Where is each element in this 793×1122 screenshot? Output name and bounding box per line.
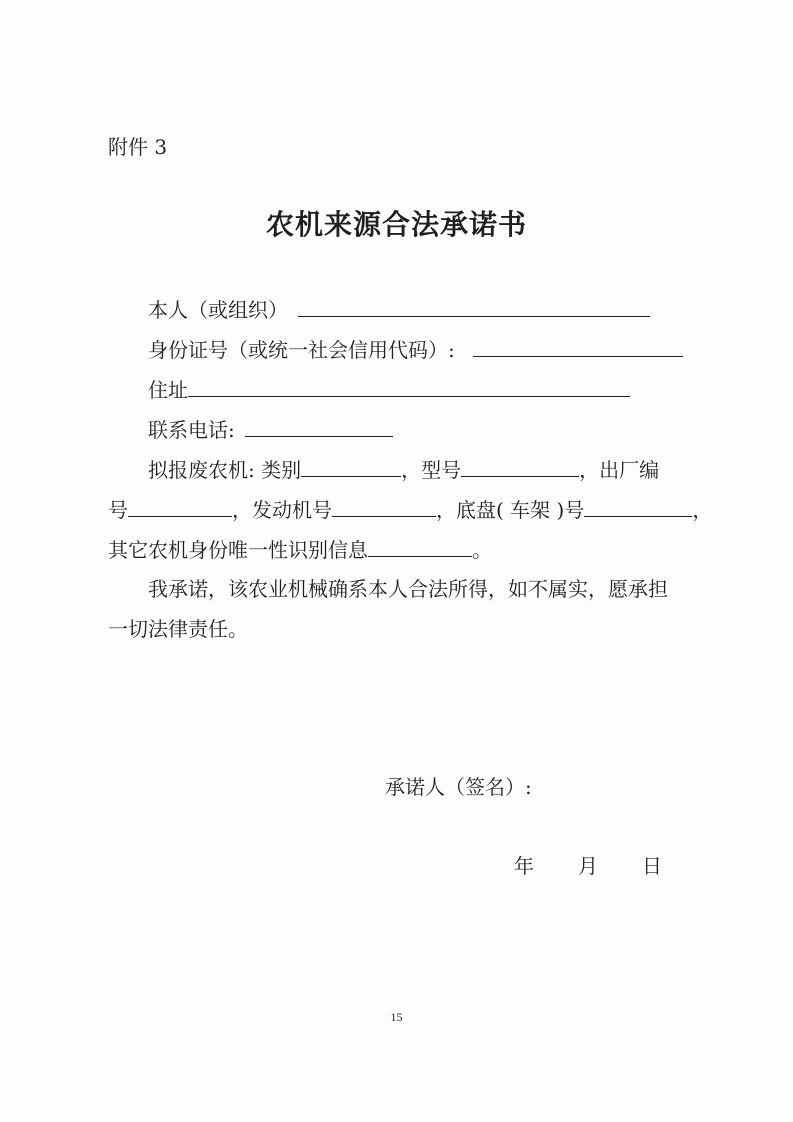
- scrap-row: [148, 454, 659, 485]
- other-info-field[interactable]: [368, 534, 472, 557]
- address-row: [148, 374, 630, 405]
- date-month: 月: [578, 854, 598, 878]
- other-period: 。: [472, 538, 492, 562]
- name-field[interactable]: [298, 294, 650, 317]
- factory-number-field[interactable]: [128, 494, 232, 517]
- id-row: [148, 334, 683, 365]
- serial-comma: ，: [692, 498, 713, 522]
- date-year: 年: [514, 854, 534, 878]
- engine-label: ，发动机号: [232, 498, 332, 522]
- category-field[interactable]: [301, 454, 401, 477]
- chassis-label: ，底盘( 车架 )号: [436, 498, 585, 522]
- id-label: 身份证号（或统一社会信用代码）:: [148, 338, 455, 362]
- id-field[interactable]: [473, 334, 683, 357]
- serial-row: [108, 494, 712, 525]
- pledge-line-2: 一切法律责任。: [108, 617, 248, 641]
- engine-number-field[interactable]: [332, 494, 436, 517]
- name-label: 本人（或组织）: [148, 298, 288, 322]
- date-day: 日: [642, 854, 662, 878]
- factory-label: ，出厂编: [579, 458, 660, 482]
- page-title: 农机来源合法承诺书: [265, 208, 527, 241]
- phone-field[interactable]: [245, 414, 393, 437]
- name-row: [148, 294, 650, 325]
- other-row: [108, 534, 492, 565]
- page-number: 15: [390, 1010, 403, 1024]
- address-field[interactable]: [188, 374, 630, 397]
- model-field[interactable]: [461, 454, 579, 477]
- factory-label-cont: 号: [108, 498, 128, 522]
- model-label: ，型号: [401, 458, 462, 482]
- pledge-line-1: 我承诺，该农业机械确系本人合法所得，如不属实，愿承担: [148, 577, 668, 601]
- signature-label: 承诺人（签名）:: [385, 775, 532, 799]
- other-label: 其它农机身份唯一性识别信息: [108, 538, 368, 562]
- chassis-number-field[interactable]: [584, 494, 692, 517]
- attachment-label: 附件 3: [108, 135, 168, 159]
- phone-label: 联系电话:: [148, 418, 235, 442]
- scrap-label: 拟报废农机: 类别: [148, 458, 302, 482]
- address-label: 住址: [148, 378, 188, 402]
- phone-row: [148, 414, 393, 445]
